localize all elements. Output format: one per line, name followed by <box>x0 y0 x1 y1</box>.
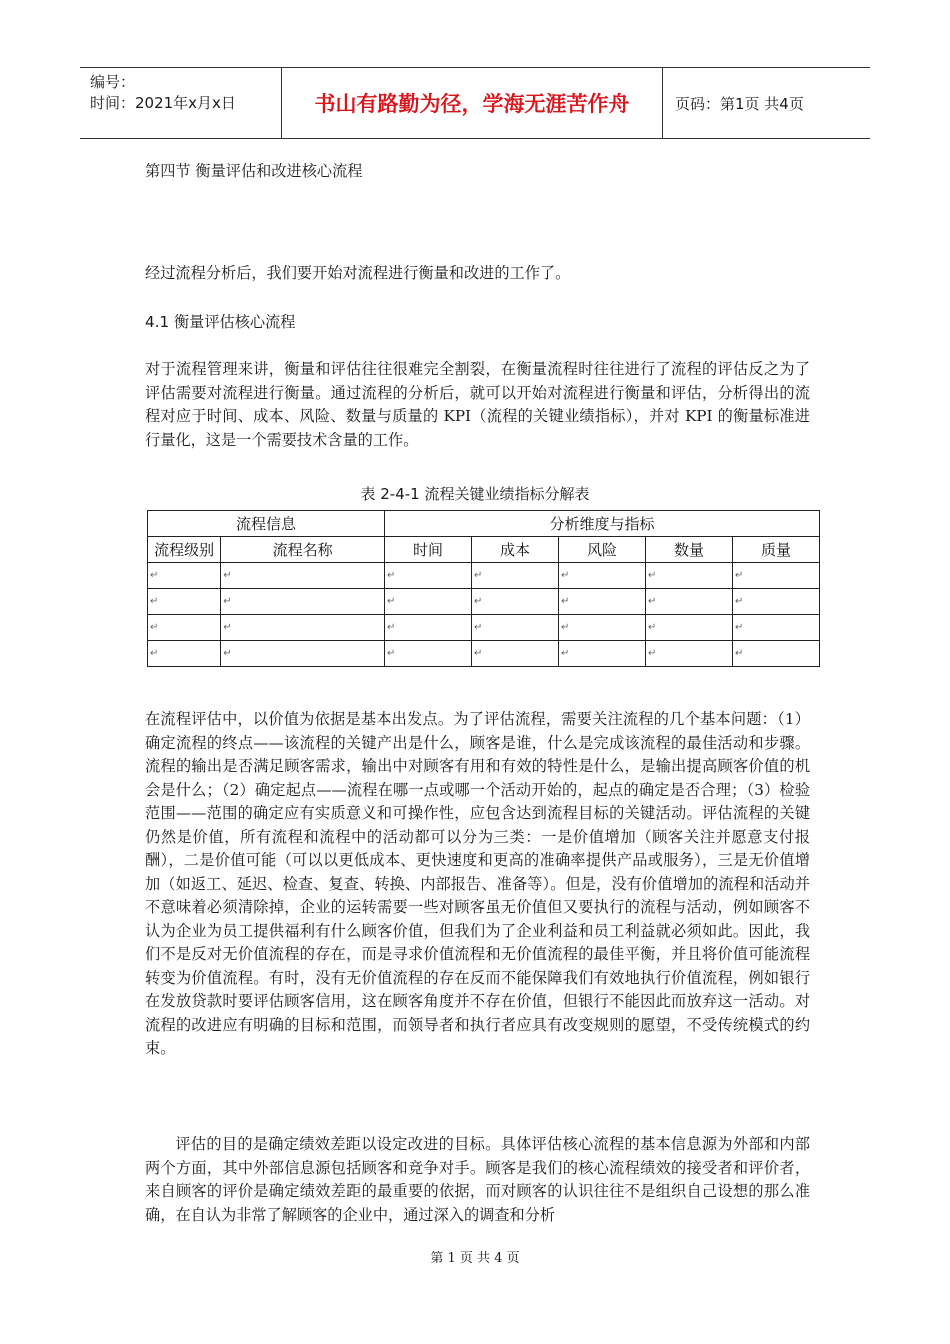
col-header-level: 流程级别 <box>148 537 221 563</box>
table-cell: ↵ <box>221 615 385 641</box>
col-header-quality: 质量 <box>733 537 820 563</box>
kpi-table <box>147 510 820 667</box>
table-cell: ↵ <box>221 589 385 615</box>
table-cell: ↵ <box>646 641 733 667</box>
table-cell: ↵ <box>221 641 385 667</box>
table-cell: ↵ <box>385 641 472 667</box>
col-header-quantity: 数量 <box>646 537 733 563</box>
table-cell: ↵ <box>385 563 472 589</box>
table-cell: ↵ <box>472 563 559 589</box>
table-title: 表 2-4-1 流程关键业绩指标分解表 <box>360 485 590 503</box>
table-cell: ↵ <box>472 641 559 667</box>
table-cell: ↵ <box>559 589 646 615</box>
section-title: 第四节 衡量评估和改进核心流程 <box>145 162 363 180</box>
table-row <box>148 641 820 667</box>
table-cell: ↵ <box>646 589 733 615</box>
col-header-risk: 风险 <box>559 537 646 563</box>
table-cell: ↵ <box>148 615 221 641</box>
table-group-row <box>148 511 820 537</box>
paragraph-3: 评估的目的是确定绩效差距以设定改进的目标。具体评估核心流程的基本信息源为外部和内部两个方面，其中外部信息源包括顾客和竞争对手。顾客是我们的核心流程绩效的接受者和评价者，来自顾客的评价是确定绩效差距的最重要的依据，而对顾客的认识往往不是组织自己设想的那么准确，在自认为非常了解顾客的企业中，通过深入的调查和分析 <box>145 1135 810 1224</box>
table-cell: ↵ <box>385 615 472 641</box>
table-cell: ↵ <box>559 615 646 641</box>
table-row <box>148 563 820 589</box>
table-cell: ↵ <box>385 589 472 615</box>
table-cell: ↵ <box>646 615 733 641</box>
table-row <box>148 589 820 615</box>
table-cell: ↵ <box>733 641 820 667</box>
intro-text: 经过流程分析后，我们要开始对流程进行衡量和改进的工作了。 <box>145 264 571 282</box>
table-cell: ↵ <box>733 589 820 615</box>
table-cell: ↵ <box>148 563 221 589</box>
table-cell: ↵ <box>559 641 646 667</box>
header-page-label: 页码：第1页 共4页 <box>675 94 804 113</box>
page-header <box>80 67 870 139</box>
table-row <box>148 615 820 641</box>
page-footer: 第 1 页 共 4 页 <box>430 1251 520 1266</box>
header-info-cell <box>80 68 282 138</box>
table-cell: ↵ <box>733 615 820 641</box>
table-cell: ↵ <box>646 563 733 589</box>
subheading: 4.1 衡量评估核心流程 <box>145 313 296 331</box>
paragraph-1: 对于流程管理来讲，衡量和评估往往很难完全割裂，在衡量流程时往往进行了流程的评估反之为了评估需要对流程进行衡量。通过流程的分析后，就可以开始对流程进行衡量和评估，分析得出的流程对应于时间、成本、风险、数量与质量的 KPI（流程的关键业绩指标），并对 KPI 的衡量标准进行量化，这是一个需要技术含量的工作。 <box>145 360 810 449</box>
group-header-analysis: 分析维度与指标 <box>385 511 820 537</box>
paragraph-2: 在流程评估中，以价值为依据是基本出发点。为了评估流程，需要关注流程的几个基本问题：（1）确定流程的终点——该流程的关键产出是什么，顾客是谁，什么是完成该流程的最佳活动和步骤。流程的输出是否满足顾客需求，输出中对顾客有用和有效的特性是什么，是输出提高顾客价值的机会是什么；（2）确定起点——流程在哪一点或哪一个活动开始的，起点的确定是否合理；（3）检验范围——范围的确定应有实质意义和可操作性，应包含达到流程目标的关键活动。评估流程的关键仍然是价值，所有流程和流程中的活动都可以分为三类：一是价值增加（顾客关注并愿意支付报酬），二是价值可能（可以以更低成本、更快速度和更高的准确率提供产品或服务），三是无价值增加（如返工、延迟、检查、复查、转换、内部报告、准备等）。但是，没有价值增加的流程和活动并不意味着必须清除掉，企业的运转需要一些对顾客虽无价值但又要执行的流程与活动，例如顾客不认为企业为员工提供福利有什么顾客价值，但我们为了企业利益和员工利益就必须如此。因此，我们不是反对无价值流程的存在，而是寻求价值流程和无价值流程的最佳平衡，并且将价值可能流程转变为价值流程。有时，没有无价值流程的存在反而不能保障我们有效地执行价值流程，例如银行在发放贷款时要评估顾客信用，这在顾客角度并不存在价值，但银行不能因此而放弃这一活动。对流程的改进应有明确的目标和范围，而领导者和执行者应具有改变规则的愿望，不受传统模式的约束。 <box>145 710 810 1057</box>
table-column-row <box>148 537 820 563</box>
header-motto: 书山有路勤为径，学海无涯苦作舟 <box>282 68 663 138</box>
col-header-name: 流程名称 <box>221 537 385 563</box>
col-header-time: 时间 <box>385 537 472 563</box>
table-cell: ↵ <box>148 641 221 667</box>
table-cell: ↵ <box>221 563 385 589</box>
col-header-cost: 成本 <box>472 537 559 563</box>
table-cell: ↵ <box>559 563 646 589</box>
table-cell: ↵ <box>733 563 820 589</box>
table-cell: ↵ <box>472 589 559 615</box>
table-cell: ↵ <box>472 615 559 641</box>
group-header-process-info: 流程信息 <box>148 511 385 537</box>
date-label: 时间：2021年x月x日 <box>90 94 236 112</box>
number-label: 编号： <box>90 73 136 91</box>
table-cell: ↵ <box>148 589 221 615</box>
